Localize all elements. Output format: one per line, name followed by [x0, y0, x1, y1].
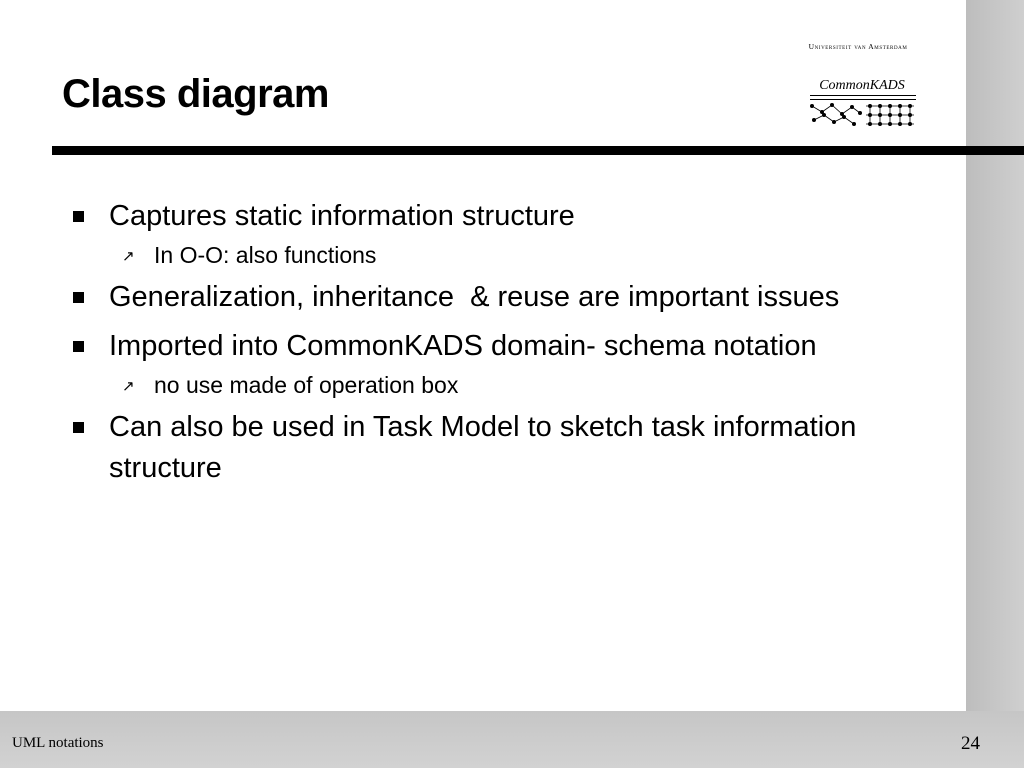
- bullet-item: [70, 326, 950, 367]
- bullet-item: [70, 407, 950, 489]
- right-frame-strip: [966, 0, 1024, 768]
- bullet-item: [70, 196, 950, 237]
- footer-title: UML notations: [12, 735, 104, 751]
- arrow-up-right-icon: ↗: [122, 377, 135, 395]
- bullet-text: Imported into CommonKADS domain- schema notation: [109, 330, 817, 362]
- slide-title: Class diagram: [62, 72, 329, 116]
- sub-bullet-text: no use made of operation box: [154, 372, 459, 398]
- commonkads-dot-graph-icon: [808, 100, 918, 130]
- commonkads-logo-text: CommonKADS: [819, 78, 905, 93]
- bullet-text: Can also be used in Task Model to sketch task information structure: [109, 411, 857, 484]
- bottom-frame-strip: [0, 711, 1024, 768]
- square-bullet-icon: [73, 292, 84, 303]
- square-bullet-icon: [73, 341, 84, 352]
- bullet-item: [70, 277, 950, 318]
- page-number: 24: [961, 733, 980, 754]
- sub-bullet-item: [70, 371, 950, 399]
- university-logo: [800, 18, 916, 54]
- arrow-up-right-icon: ↗: [122, 247, 135, 265]
- bullet-text: Generalization, inheritance & reuse are important issues: [109, 281, 840, 313]
- title-divider: [52, 146, 1024, 155]
- bullet-text: Captures static information structure: [109, 200, 575, 232]
- sub-bullet-item: [70, 241, 950, 269]
- commonkads-logo: [806, 78, 918, 130]
- square-bullet-icon: [73, 211, 84, 222]
- university-name: Universiteit van Amsterdam: [808, 42, 908, 51]
- bullet-list: [70, 196, 950, 497]
- square-bullet-icon: [73, 422, 84, 433]
- sub-bullet-text: In O-O: also functions: [154, 242, 377, 268]
